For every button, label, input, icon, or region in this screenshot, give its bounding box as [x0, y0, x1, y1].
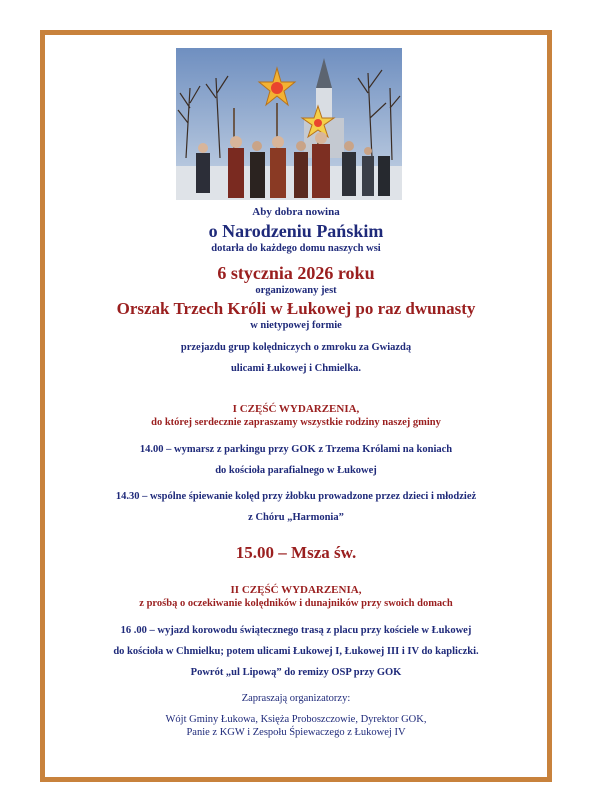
part1-item2-line1: 14.30 – wspólne śpiewanie kolęd przy żłobku prowadzone przez dzieci i młodzież	[115, 491, 477, 502]
event-date: 6 stycznia 2026 roku	[217, 263, 375, 283]
part2-subheading: z prośbą o oczekiwanie kolędników i dunajników przy swoich domach	[139, 598, 453, 609]
organizers-heading: Zapraszają organizatorzy:	[241, 693, 351, 704]
part1-heading: I CZĘŚĆ WYDARZENIA,	[232, 403, 360, 415]
part1-subheading: do której serdecznie zapraszamy wszystkie rodziny naszej gminy	[151, 417, 441, 428]
part2-line-2: do kościoła w Chmielku; potem ulicami Łukowej I, Łukowej III i IV do kapliczki.	[113, 646, 479, 657]
part2-line-1: 16 .00 – wyjazd korowodu świątecznego trasą z placu przy kościele w Łukowej	[120, 625, 472, 636]
intro-line-3: dotarła do każdego domu naszych wsi	[211, 243, 381, 254]
mass-time: 15.00 – Msza św.	[235, 543, 357, 562]
format-line-1: w nietypowej formie	[250, 320, 342, 331]
format-line-2: przejazdu grup kolędniczych o zmroku za Gwiazdą	[180, 342, 412, 353]
part2-heading: II CZĘŚĆ WYDARZENIA,	[230, 584, 362, 596]
organizers-line-2: Panie z KGW i Zespołu Śpiewaczego z Łukowej IV	[186, 727, 406, 738]
procession-photo	[176, 48, 402, 200]
part1-item2-line2: z Chóru „Harmonia”	[248, 512, 344, 523]
intro-line-1: Aby dobra nowina	[252, 206, 340, 218]
organized-label: organizowany jest	[255, 285, 337, 296]
part1-item1-line1: 14.00 – wymarsz z parkingu przy GOK z Trzema Królami na koniach	[139, 444, 453, 455]
format-line-3: ulicami Łukowej i Chmielka.	[230, 363, 362, 374]
organizers-line-1: Wójt Gminy Łukowa, Księża Proboszczowie, Dyrektor GOK,	[165, 714, 427, 725]
part2-line-3: Powrót „ul Lipową” do remizy OSP przy GOK	[190, 667, 402, 678]
intro-line-2: o Narodzeniu Pańskim	[208, 221, 384, 241]
part1-item1-line2: do kościoła parafialnego w Łukowej	[215, 465, 377, 476]
event-title: Orszak Trzech Króli w Łukowej po raz dwunasty	[116, 299, 476, 318]
